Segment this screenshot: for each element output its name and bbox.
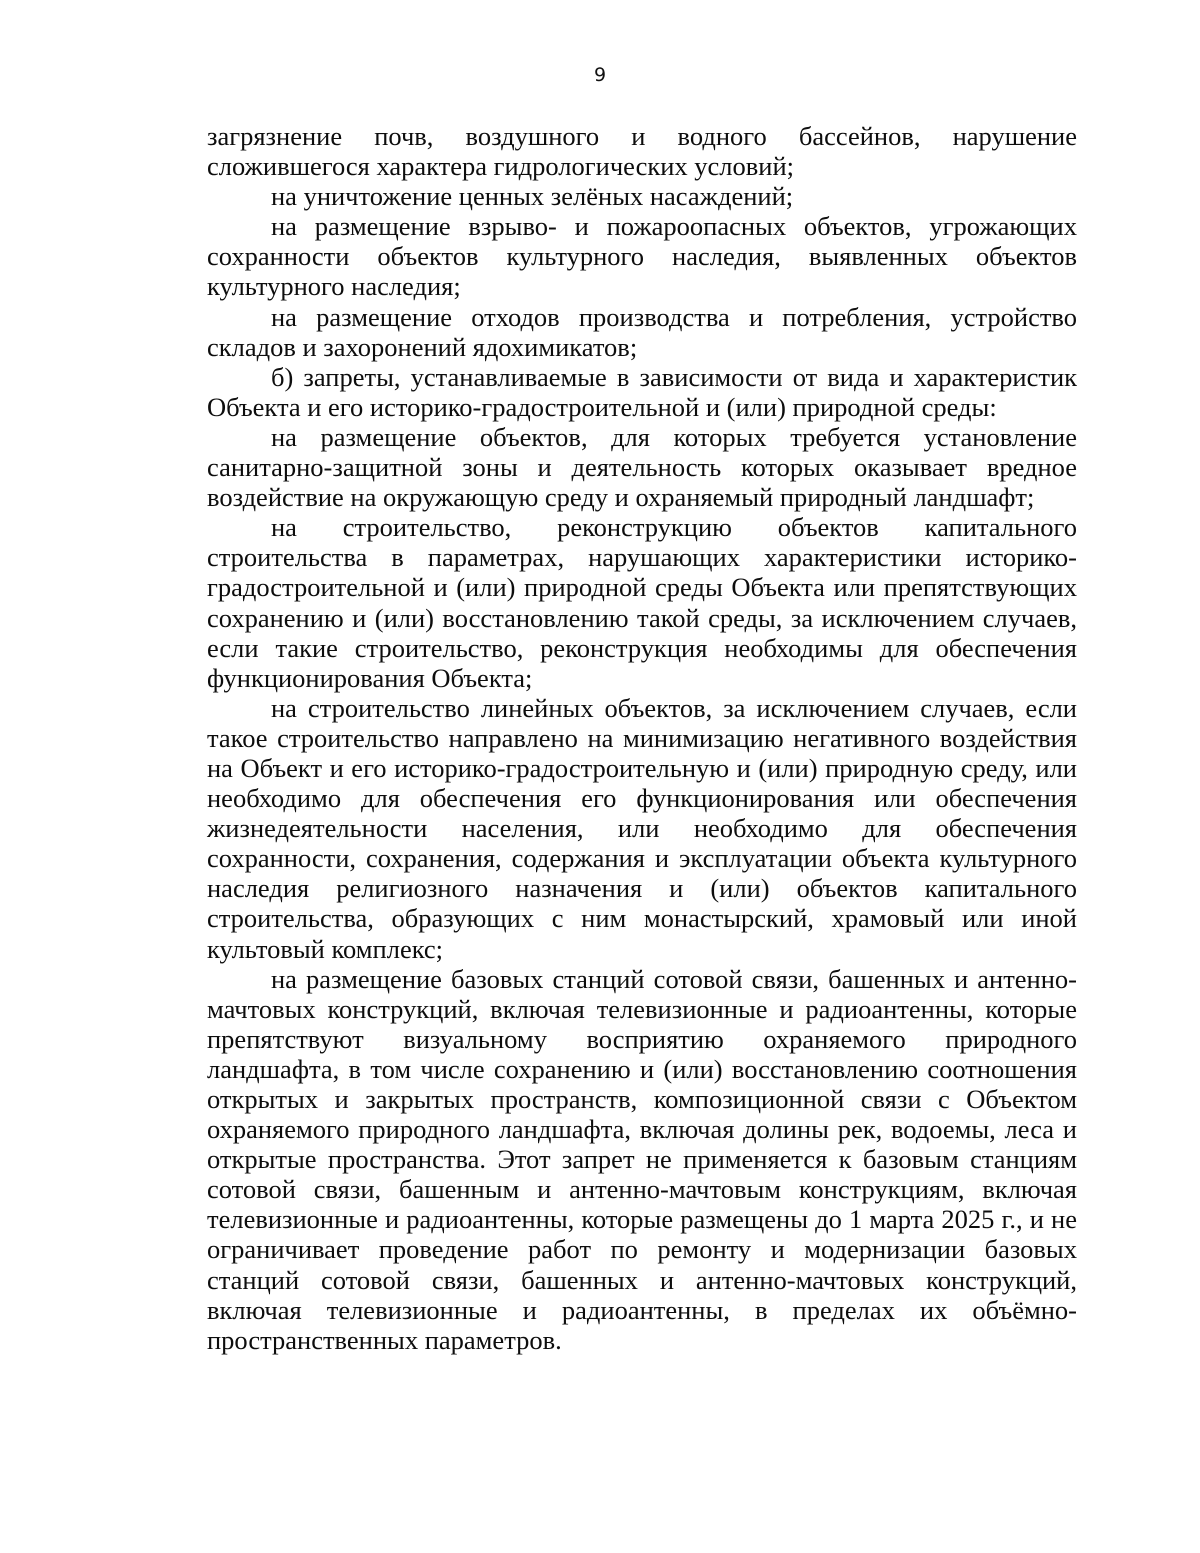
paragraph-linear-objects: на строительство линейных объектов, за исключением случаев, если такое строительство направлено на минимизацию негативного воздействия на Объект и его историко-градостроительную и (или) природную среду, или необходимо для обеспечения его функционирования или обеспечения жизнедеятельности населения, или необходимо для обеспечения сохранности, сохранения, содержания и эксплуатации объекта культурного наследия религиозного назначения и (или) объектов капитального строительства, образующих с ним монастырский, храмовый или иной культовый комплекс; <box>207 692 1077 964</box>
paragraph-cellular-stations: на размещение базовых станций сотовой связи, башенных и антенно-мачтовых конструкций, включая телевизионные и радиоантенны, которые препятствуют визуальному восприятию охраняемого природного ландшафта, в том числе сохранению и (или) восстановлению соотношения открытых и закрытых пространств, композиционной связи с Объектом охраняемого природного ландшафта, включая долины рек, водоемы, леса и открытые пространства. Этот запрет не применяется к базовым станциям сотовой связи, башенным и антенно-мачтовым конструкциям, включая телевизионные и радиоантенны, которые размещены до 1 марта 2025 г., и не ограничивает проведение работ по ремонту и модернизации базовых станций сотовой связи, башенных и антенно-мачтовых конструкций, включая телевизионные и радиоантенны, в пределах их объёмно-пространственных параметров. <box>207 963 1077 1355</box>
paragraph-continuation: загрязнение почв, воздушного и водного бассейнов, нарушение сложившегося характера гидрологических условий; <box>207 121 1077 182</box>
page-number: 9 <box>593 64 607 86</box>
paragraph-prohibitions-b: б) запреты, устанавливаемые в зависимости от вида и характеристик Объекта и его историко-градостроительной и (или) природной среды: <box>207 361 1077 422</box>
paragraph-explosive-objects: на размещение взрыво- и пожароопасных объектов, угрожающих сохранности объектов культурного наследия, выявленных объектов культурного наследия; <box>207 211 1077 302</box>
paragraph-green-spaces: на уничтожение ценных зелёных насаждений; <box>271 181 794 212</box>
paragraph-waste-placement: на размещение отходов производства и потребления, устройство складов и захоронений ядохимикатов; <box>207 301 1077 362</box>
document-body <box>207 121 1077 1355</box>
paragraph-sanitary-zone: на размещение объектов, для которых требуется установление санитарно-защитной зоны и деятельность которых оказывает вредное воздействие на окружающую среду и охраняемый природный ландшафт; <box>207 421 1077 513</box>
paragraph-capital-construction: на строительство, реконструкцию объектов капитального строительства в параметрах, нарушающих характеристики историко-градостроительной и (или) природной среды Объекта или препятствующих сохранению и (или) восстановлению такой среды, за исключением случаев, если такие строительство, реконструкция необходимы для обеспечения функционирования Объекта; <box>207 512 1077 693</box>
